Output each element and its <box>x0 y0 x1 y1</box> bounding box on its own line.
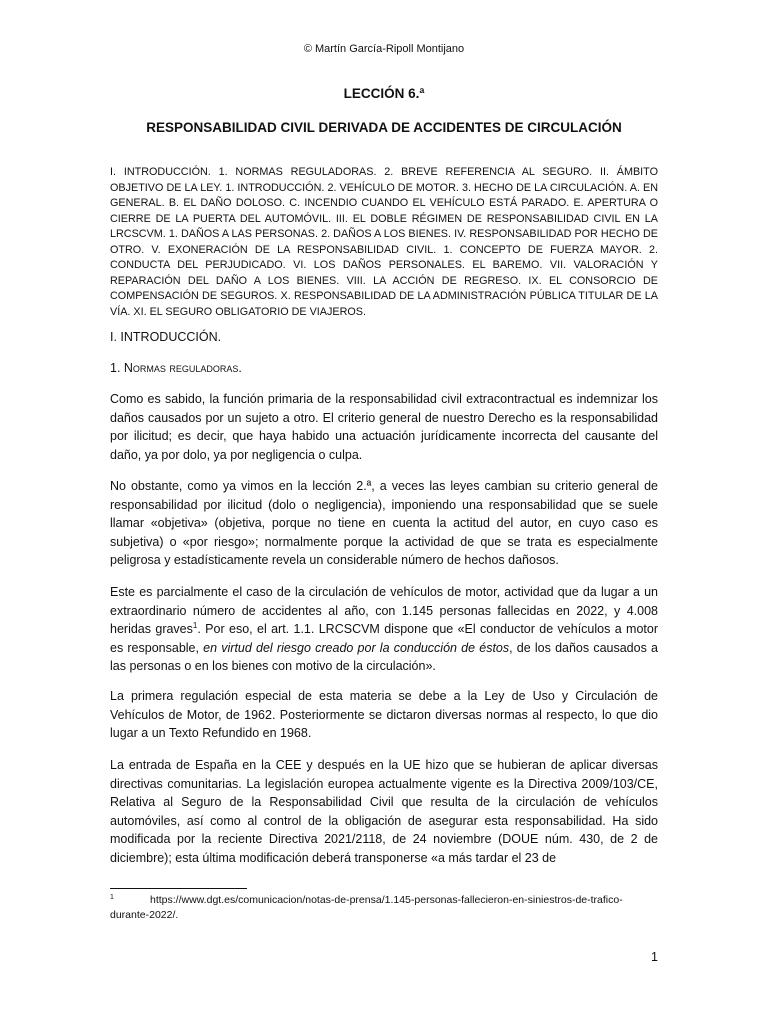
paragraph-1: Como es sabido, la función primaria de la responsabilidad civil extracontractual es indemnizar los daños causados por un sujeto a otro. El criterio general de nuestro Derecho es la responsabilidad por ilicitud; es decir, que haya habido una actuación jurídicamente incorrecta del causante del daño, ya por dolo, ya por negligencia o culpa. <box>110 392 658 462</box>
paragraph-5: La entrada de España en la CEE y después en la UE hizo que se hubieran de aplicar diversas directivas comunitarias. La legislación europea actualmente vigente es la Directiva 2009/103/CE, Relativa al Seguro de la Responsabilidad Civil que resulta de la circulación de vehículos automóviles, así como al control de la obligación de asegurar esta responsabilidad. Ha sido modificada por la reciente Directiva 2021/2118, de 24 noviembre (DOUE núm. 430, de 2 de diciembre); esta última modificación deberá transponerse «a más tardar el 23 de <box>110 758 658 865</box>
page-title: RESPONSABILIDAD CIVIL DERIVADA DE ACCIDENTES DE CIRCULACIÓN <box>146 120 622 135</box>
copyright-header: © Martín García-Ripoll Montijano <box>303 43 465 55</box>
paragraph-3-part-b: . Por eso, el art. 1.1. LRCSCVM dispone que «El conductor de vehículos a motor es responsable, <box>110 622 658 655</box>
footnote-divider <box>110 888 247 889</box>
paragraph-3-part-a: Este es parcialmente el caso de la circulación de vehículos de motor, actividad que da lugar a un extraordinario número de accidentes al año, con 1.145 personas fallecidas en 2022, y 4.008 heridas graves <box>110 585 658 637</box>
paragraph-3-part-c: , de los daños causados a las personas o en los bienes con motivo de la circulación». <box>110 640 658 674</box>
lesson-number: LECCIÓN 6.ª <box>343 86 425 101</box>
paragraph-3 <box>110 583 658 676</box>
footnote-reference[interactable]: 1 <box>192 621 198 631</box>
paragraph-2: No obstante, como ya vimos en la lección 2.ª, a veces las leyes cambian su criterio general de responsabilidad por ilicitud (dolo o negligencia), imponiendo una responsabilidad que se suele llamar «objetiva» (objetiva, porque no tiene en cuenta la actitud del autor, en cuyo caso es subjetiva) o «por riesgo»; normalmente porque la actividad de que se trata es especialmente peligrosa y estadísticamente revela un considerable número de hechos dañosos. <box>110 479 658 568</box>
footnote: 1 https://www.dgt.es/comunicacion/notas-de-prensa/1.145-personas-fallecieron-en-siniestros-de-trafico-durante-2022/. <box>110 893 623 921</box>
paragraph-3-italic: en virtud del riesgo creado por la conducción de éstos <box>203 640 510 655</box>
paragraph-4: La primera regulación especial de esta materia se debe a la Ley de Uso y Circulación de Vehículos de Motor, de 1962. Posteriormente se dictaron diversas normas al respecto, lo que dio lugar a un Texto Refundido en 1968. <box>110 689 658 741</box>
footnote-link[interactable]: https://www.dgt.es/comunicacion/notas-de-prensa/1.145-personas-fallecieron-en-siniestros-de-trafico-durante-2022/. <box>110 894 623 921</box>
section-heading: I. INTRODUCCIÓN. <box>110 330 222 344</box>
subsection-heading: 1. Normas reguladoras. <box>110 361 242 375</box>
page-number: 1 <box>651 950 658 964</box>
table-of-contents-summary: I. INTRODUCCIÓN. 1. NORMAS REGULADORAS. 2. BREVE REFERENCIA AL SEGURO. II. ÁMBITO OBJETIVO DE LA LEY. 1. INTRODUCCIÓN. 2. VEHÍCULO DE MOTOR. 3. HECHO DE LA CIRCULACIÓN. A. EN GENERAL. B. EL DAÑO DOLOSO. C. INCENDIO CUANDO EL VEHÍCULO ESTÁ PARADO. E. APERTURA O CIERRE DE LA PUERTA DEL AUTOMÓVIL. III. EL DOBLE RÉGIMEN DE RESPONSABILIDAD CIVIL EN LA LRCSCVM. 1. DAÑOS A LAS PERSONAS. 2. DAÑOS A LOS BIENES. IV. RESPONSABILIDAD POR HECHO DE OTRO. V. EXONERACIÓN DE LA RESPONSABILIDAD CIVIL. 1. CONCEPTO DE FUERZA MAYOR. 2. CONDUCTA DEL PERJUDICADO. VI. LOS DAÑOS PERSONALES. EL BAREMO. VII. VALORACIÓN Y REPARACIÓN DEL DAÑO A LOS BIENES. VIII. LA ACCIÓN DE REGRESO. IX. EL CONSORCIO DE COMPENSACIÓN DE SEGUROS. X. RESPONSABILIDAD DE LA ADMINISTRACIÓN PÚBLICA TITULAR DE LA VÍA. XI. EL SEGURO OBLIGATORIO DE VIAJEROS. <box>110 166 658 318</box>
